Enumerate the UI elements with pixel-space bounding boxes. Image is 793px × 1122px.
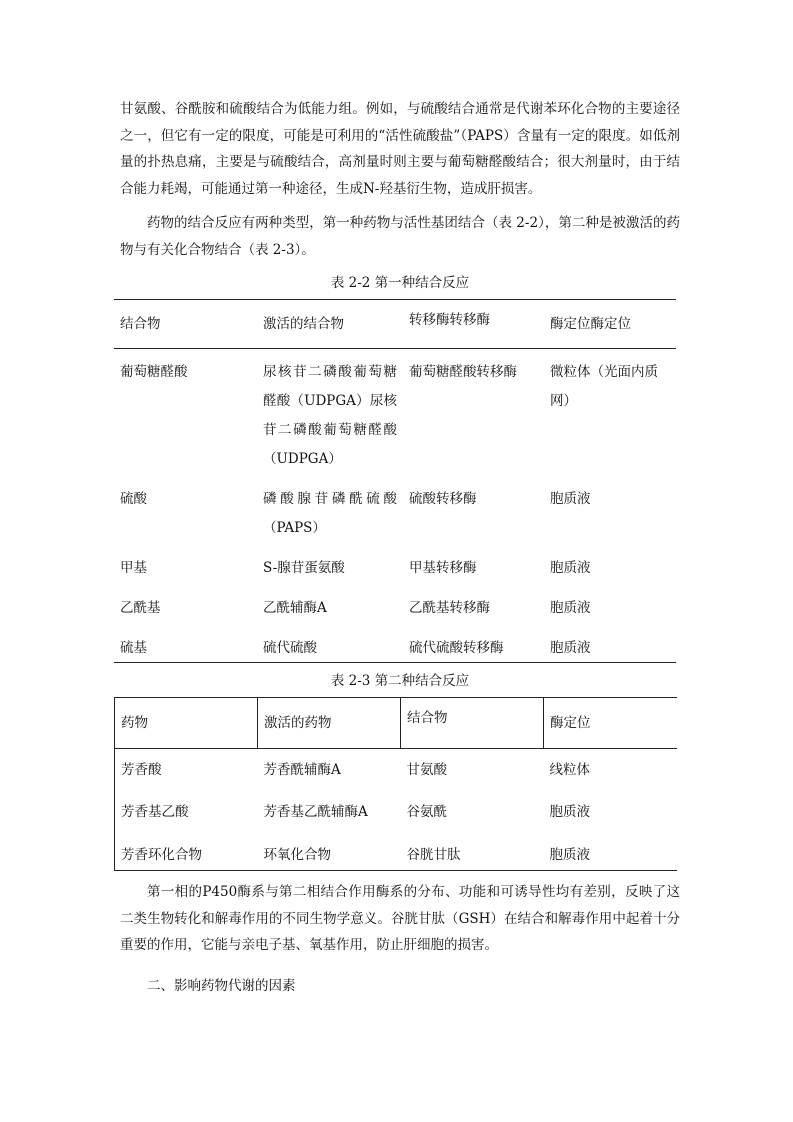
table-row [114, 554, 676, 594]
table-cell: 甘氨酸 [406, 762, 447, 778]
table-cell: 线粒体 [549, 762, 590, 778]
table-cell: 葡萄糖醛酸转移酶 [409, 364, 517, 380]
table-cell: 硫代硫酸转移酶 [409, 640, 504, 656]
table-cell: 胞质液 [550, 560, 591, 576]
table-row [114, 634, 676, 663]
table-cell: 胞质液 [549, 804, 590, 820]
table-row [115, 840, 677, 871]
table-cell: 胞质液 [550, 640, 591, 656]
header-cell: 结合物 [401, 698, 544, 749]
table-cell: 胞质液 [549, 847, 590, 863]
table-row [114, 594, 676, 634]
document-page [120, 96, 680, 999]
table-cell: S-腺苷蛋氨酸 [263, 560, 345, 576]
table-cell: 芳香酸 [121, 762, 162, 778]
table-row [115, 749, 677, 799]
header-cell: 激活的结合物 [257, 300, 403, 349]
table-cell: 尿核苷二磷酸葡萄糖醛酸（UDPGA）尿核苷二磷酸葡萄糖醛酸（UDPGA） [263, 364, 397, 467]
paragraph-p450-and-gsh: 第一相的P450酶系与第二相结合作用酶系的分布、功能和可诱导性均有差别，反映了这二类生物转化和解毒作用的不同生物学意义。谷胱甘肽（GSH）在结合和解毒作用中起着十分重要的作用，它能与亲电子基、氧基作用，防止肝细胞的损害。 [120, 884, 680, 953]
table-row [114, 349, 676, 486]
table-2-3-caption: 表 2-3 第二种结合反应 [330, 673, 470, 689]
table-header-row [115, 698, 677, 749]
table-cell: 环氧化合物 [263, 847, 331, 863]
header-cell: 药物 [115, 698, 258, 749]
table-row [114, 485, 676, 554]
table-row [115, 798, 677, 840]
table-cell: 硫酸转移酶 [409, 491, 477, 507]
table-cell: 乙酰辅酶A [263, 600, 327, 616]
table-cell: 硫代硫酸 [263, 640, 317, 656]
table-cell: 芳香酰辅酶A [263, 762, 341, 778]
table-cell: 甲基转移酶 [409, 560, 477, 576]
header-cell: 转移酶转移酶 [403, 300, 544, 349]
table-cell: 微粒体（光面内质网） [550, 364, 658, 409]
table-cell: 乙酰基 [120, 600, 161, 616]
header-cell: 酶定位酶定位 [544, 300, 676, 349]
table-cell: 硫基 [120, 640, 147, 656]
section-heading: 二、影响药物代谢的因素 [147, 977, 296, 994]
header-cell: 结合物 [114, 300, 257, 349]
table-header-row [114, 300, 676, 349]
table-2-2 [114, 299, 676, 663]
paragraph-conjugation-capacity: 甘氨酸、谷酰胺和硫酸结合为低能力组。例如，与硫酸结合通常是代谢苯环化合物的主要途径之一，但它有一定的限度，可能是可利用的“活性硫酸盐”（PAPS）含量有一定的限度。如低剂量的扑热息痛，主要是与硫酸结合，高剂量时则主要与葡萄糖醛酸结合；很大剂量时，由于结合能力耗竭，可能通过第一种途径，生成N-羟基衍生物，造成肝损害。 [120, 101, 680, 197]
table-2-2-caption: 表 2-2 第一种结合反应 [330, 275, 470, 291]
table-cell: 芳香基乙酰辅酶A [263, 804, 368, 820]
table-cell: 乙酰基转移酶 [409, 600, 490, 616]
paragraph-conjugation-types: 药物的结合反应有两种类型，第一种药物与活性基团结合（表 2-2），第二种是被激活的药物与有关化合物结合（表 2-3）。 [120, 215, 680, 258]
table-cell: 谷胱甘肽 [406, 847, 461, 863]
header-cell: 酶定位 [544, 698, 677, 749]
header-cell: 激活的药物 [258, 698, 401, 749]
table-cell: 硫酸 [120, 491, 147, 507]
table-cell: 胞质液 [550, 491, 591, 507]
table-cell: 谷氨酰 [406, 804, 447, 820]
table-cell: 芳香环化合物 [121, 847, 202, 863]
table-2-3 [114, 697, 677, 871]
table-cell: 甲基 [120, 560, 147, 576]
table-cell: 葡萄糖醛酸 [120, 364, 188, 380]
table-cell: 胞质液 [550, 600, 591, 616]
table-cell: 磷酸腺苷磷酰硫酸（PAPS） [263, 491, 397, 536]
table-cell: 芳香基乙酸 [121, 804, 189, 820]
